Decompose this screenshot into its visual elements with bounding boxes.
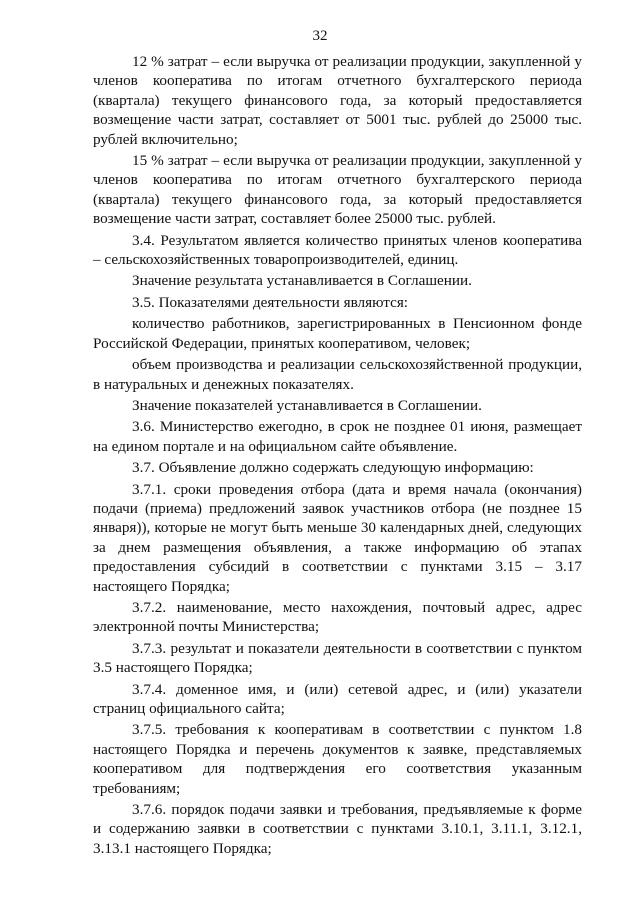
paragraph-3-7-1: 3.7.1. сроки проведения отбора (дата и время начала (окончания) подачи (приема) предложений заявок участников отбора (не позднее 15 января)), которые не могут быть меньше 30 календарных дней, следующих за днем размещения объявления, а также информацию об этапах предоставления субсидий в соответствии с пунктами 3.15 – 3.17 настоящего Порядка; xyxy=(93,480,582,595)
paragraph-3-7-2: 3.7.2. наименование, место нахождения, почтовый адрес, адрес электронной почты Министерства; xyxy=(93,598,582,636)
paragraph-workers-count: количество работников, зарегистрированных в Пенсионном фонде Российской Федерации, принятых кооперативом, человек; xyxy=(93,315,582,352)
paragraph-3-4: 3.4. Результатом является количество принятых членов кооператива – сельскохозяйственных товаропроизводителей, единиц. xyxy=(93,231,582,269)
page-number: 32 xyxy=(312,28,328,44)
paragraph-result-value: Значение результата устанавливается в Соглашении. xyxy=(132,272,472,290)
paragraph-3-7-4: 3.7.4. доменное имя, и (или) сетевой адрес, и (или) указатели страниц официального сайта; xyxy=(93,680,582,717)
paragraph-indicators-value: Значение показателей устанавливается в Соглашении. xyxy=(132,396,482,414)
paragraph-3-5: 3.5. Показателями деятельности являются: xyxy=(132,293,409,311)
paragraph-12-percent: 12 % затрат – если выручка от реализации продукции, закупленной у членов кооператива по итогам отчетного бухгалтерского периода (квартала) текущего финансового года, за который предоставляется возмещение части затрат, составляет от 5001 тыс. рублей до 25000 тыс. рублей включительно; xyxy=(93,53,582,148)
paragraph-15-percent: 15 % затрат – если выручка от реализации продукции, закупленной у членов кооператива по итогам отчетного бухгалтерского периода (квартала) текущего финансового года, за который предоставляется возмещение части затрат, составляет более 25000 тыс. рублей. xyxy=(93,152,582,228)
paragraph-3-7-5: 3.7.5. требования к кооперативам в соответствии с пунктом 1.8 настоящего Порядка и перечень документов к заявке, представляемых кооперативом для подтверждения его соответствия указанным требованиям; xyxy=(93,721,582,797)
paragraph-3-7-6: 3.7.6. порядок подачи заявки и требования, предъявляемые к форме и содержанию заявки в соответствии с пунктами 3.10.1, 3.11.1, 3.12.1, 3.13.1 настоящего Порядка; xyxy=(93,801,582,857)
paragraph-3-7-3: 3.7.3. результат и показатели деятельности в соответствии с пунктом 3.5 настоящего Порядка; xyxy=(93,639,582,677)
paragraph-production-volume: объем производства и реализации сельскохозяйственной продукции, в натуральных и денежных показателях. xyxy=(93,356,582,393)
document-body xyxy=(93,52,582,858)
paragraph-3-6: 3.6. Министерство ежегодно, в срок не позднее 01 июня, размещает на едином портале и на официальном сайте объявление. xyxy=(93,418,582,455)
paragraph-3-7: 3.7. Объявление должно содержать следующую информацию: xyxy=(132,459,534,477)
